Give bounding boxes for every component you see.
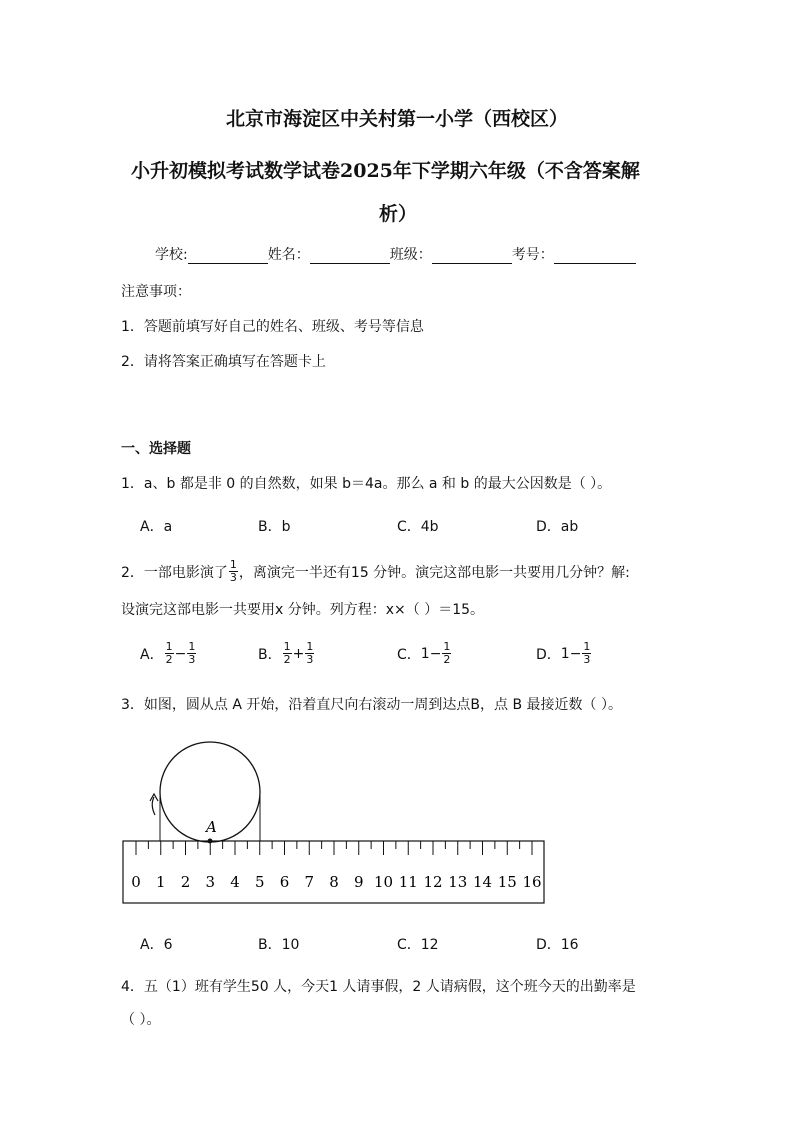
q2-option-d-frac	[582, 641, 591, 666]
number-blank[interactable]	[554, 249, 636, 264]
q2-option-a-operator: −	[174, 645, 187, 662]
section-heading: 一、选择题	[121, 441, 191, 457]
name-label: 姓名：	[267, 247, 310, 263]
q2-option-d[interactable]	[536, 641, 592, 666]
ruler-number-label: 5	[254, 873, 265, 891]
q2-option-a-frac-2	[187, 641, 196, 666]
point-a-label: A	[206, 818, 217, 836]
ruler-ticks	[136, 841, 532, 855]
note-item-1: 1．答题前填写好自己的姓名、班级、考号等信息	[121, 319, 424, 335]
ruler-number-label: 6	[279, 873, 290, 891]
ruler-number-label: 12	[423, 873, 443, 891]
q2-option-b-label: B．	[258, 646, 282, 663]
frac-numerator: 1	[306, 640, 314, 653]
question-2-line-2: 设演完这部电影一共要用x 分钟。列方程：x×（ ）＝15。	[121, 602, 485, 618]
question-4-line-2: （ ）。	[121, 1012, 161, 1028]
ruler-number-label: 4	[230, 873, 240, 891]
ruler-number-label: 10	[373, 873, 394, 891]
q2-option-a[interactable]	[140, 641, 197, 666]
frac-numerator: 1	[443, 640, 451, 653]
ruler-number-label: 1	[155, 873, 166, 891]
q2-option-c[interactable]	[397, 641, 452, 666]
frac-denominator: 3	[188, 653, 196, 666]
title-line-2: 小升初模拟考试数学试卷2025年下学期六年级（不含答案解	[131, 160, 640, 182]
school-label: 学校:	[155, 247, 188, 263]
q2-option-d-label: D．	[536, 646, 561, 663]
ruler-number-label: 2	[180, 873, 191, 891]
ruler-number-label: 8	[329, 873, 339, 891]
ruler-number-label: 16	[522, 873, 542, 891]
frac-denominator: 3	[583, 653, 591, 666]
frac-numerator: 1	[188, 640, 196, 653]
ruler-number-label: 15	[497, 873, 517, 891]
ruler-number-label: 9	[353, 873, 364, 891]
q3-option-d[interactable]: D．16	[536, 937, 579, 953]
q1-option-d[interactable]: D．ab	[536, 519, 579, 535]
q2-option-c-label: C．	[397, 646, 421, 663]
title-line-1: 北京市海淀区中关村第一小学（西校区）	[225, 108, 568, 130]
title-line-3: 析）	[379, 203, 418, 225]
q2-option-b[interactable]	[258, 641, 315, 666]
q2-fraction	[229, 559, 238, 584]
question-1-text: 1．a、b 都是非 0 的自然数，如果 b＝4a。那么 a 和 b 的最大公因数是（ ）。	[121, 476, 612, 492]
notes-heading: 注意事项：	[121, 284, 191, 300]
class-blank[interactable]	[432, 249, 512, 264]
q2-fraction-denominator: 3	[229, 571, 237, 584]
q2-option-c-pre: 1−	[420, 645, 442, 662]
q1-option-b[interactable]: B．b	[258, 519, 291, 535]
ruler-number-label: 3	[205, 873, 216, 891]
q2-fraction-numerator: 1	[229, 558, 237, 571]
ruler-number-label: 14	[472, 873, 493, 891]
question-2-text	[121, 559, 630, 584]
frac-denominator: 2	[165, 653, 173, 666]
frac-numerator: 1	[165, 640, 173, 653]
frac-denominator: 2	[443, 653, 451, 666]
frac-denominator: 2	[283, 653, 291, 666]
frac-denominator: 3	[306, 653, 314, 666]
ruler-number-label: 0	[131, 873, 141, 891]
q3-option-c[interactable]: C．12	[397, 937, 439, 953]
q2-text-a: 2．一部电影演了	[121, 564, 228, 581]
q2-option-c-frac	[442, 641, 451, 666]
ruler-circle-figure	[110, 735, 560, 915]
q3-option-b[interactable]: B．10	[258, 937, 300, 953]
question-3-text: 3．如图，圆从点 A 开始，沿着直尺向右滚动一周到达点B，点 B 最接近数（ ）。	[121, 697, 622, 713]
rotation-arrow-icon	[152, 797, 155, 815]
name-blank[interactable]	[310, 249, 390, 264]
q2-option-b-frac-1	[283, 641, 292, 666]
q2-option-b-operator: +	[292, 645, 305, 662]
ruler-number-label: 7	[304, 873, 315, 891]
frac-numerator: 1	[583, 640, 591, 653]
ruler-number-label: 11	[398, 873, 418, 891]
number-label: 考号：	[511, 247, 554, 263]
frac-numerator: 1	[283, 640, 291, 653]
q2-text-b: ，离演完一半还有15 分钟。演完这部电影一共要用几分钟？解:	[238, 564, 630, 581]
q2-option-b-frac-2	[305, 641, 314, 666]
q3-option-a[interactable]: A．6	[140, 937, 173, 953]
note-item-2: 2．请将答案正确填写在答题卡上	[121, 354, 326, 370]
ruler-labels	[131, 873, 541, 891]
q2-option-a-label: A．	[140, 646, 164, 663]
school-blank[interactable]	[188, 249, 268, 264]
student-info-row	[155, 244, 636, 264]
q1-option-a[interactable]: A．a	[140, 519, 173, 535]
q2-option-a-frac-1	[165, 641, 174, 666]
class-label: 班级：	[389, 247, 432, 263]
ruler-number-label: 13	[448, 873, 468, 891]
question-4-line-1: 4．五（1）班有学生50 人，今天1 人请事假，2 人请病假，这个班今天的出勤率是	[121, 979, 636, 995]
q2-option-d-pre: 1−	[560, 645, 582, 662]
q1-option-c[interactable]: C．4b	[397, 519, 439, 535]
